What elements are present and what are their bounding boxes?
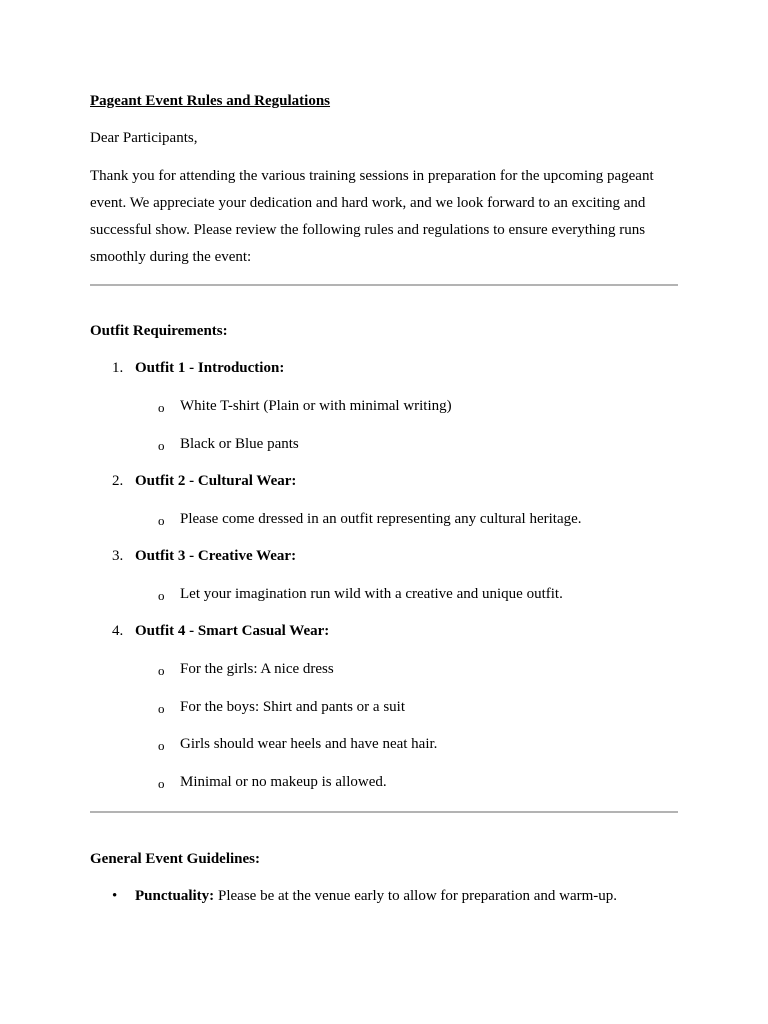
outfit-subitem-text: Black or Blue pants [180, 436, 299, 452]
outfit-subitem-text: Minimal or no makeup is allowed. [180, 774, 387, 790]
circle-bullet-icon: o [158, 738, 165, 753]
circle-bullet-icon: o [158, 400, 165, 415]
outfit-subitem-text: For the girls: A nice dress [180, 661, 334, 677]
outfit-subitem-text: For the boys: Shirt and pants or a suit [180, 699, 405, 715]
intro-paragraph: Thank you for attending the various training sessions in preparation for the upcoming pageant event. We appreciate your dedication and hard work, and we look forward to an exciting and successful show. Please review the following rules and regulations to ensure everything runs smoothly during the event: [90, 168, 654, 265]
outfit-requirements-heading: Outfit Requirements: [90, 323, 228, 339]
circle-bullet-icon: o [158, 588, 165, 603]
horizontal-divider [90, 811, 678, 813]
guideline-label: Punctuality: [135, 888, 215, 904]
outfit-subitem-text: Let your imagination run wild with a creative and unique outfit. [180, 586, 563, 602]
outfit-subitem-text: White T-shirt (Plain or with minimal writing) [180, 398, 452, 414]
bullet-dot-icon: • [112, 888, 118, 904]
document-title: Pageant Event Rules and Regulations [90, 93, 331, 109]
circle-bullet-icon: o [158, 513, 165, 528]
guideline-text: Please be at the venue early to allow for preparation and warm-up. [218, 888, 618, 904]
outfit-label: Outfit 2 - Cultural Wear: [135, 473, 297, 489]
list-number: 3. [112, 548, 124, 564]
circle-bullet-icon: o [158, 776, 165, 791]
outfit-subitem-text: Girls should wear heels and have neat hair. [180, 736, 438, 752]
salutation: Dear Participants, [90, 130, 198, 146]
circle-bullet-icon: o [158, 701, 165, 716]
list-number: 4. [112, 623, 124, 639]
circle-bullet-icon: o [158, 663, 165, 678]
circle-bullet-icon: o [158, 438, 165, 453]
outfit-label: Outfit 3 - Creative Wear: [135, 548, 297, 564]
list-number: 1. [112, 360, 124, 376]
horizontal-divider [90, 284, 678, 286]
list-number: 2. [112, 473, 124, 489]
outfit-label: Outfit 1 - Introduction: [135, 360, 285, 376]
outfit-label: Outfit 4 - Smart Casual Wear: [135, 623, 330, 639]
outfit-subitem-text: Please come dressed in an outfit representing any cultural heritage. [180, 511, 582, 527]
general-guidelines-heading: General Event Guidelines: [90, 851, 260, 867]
